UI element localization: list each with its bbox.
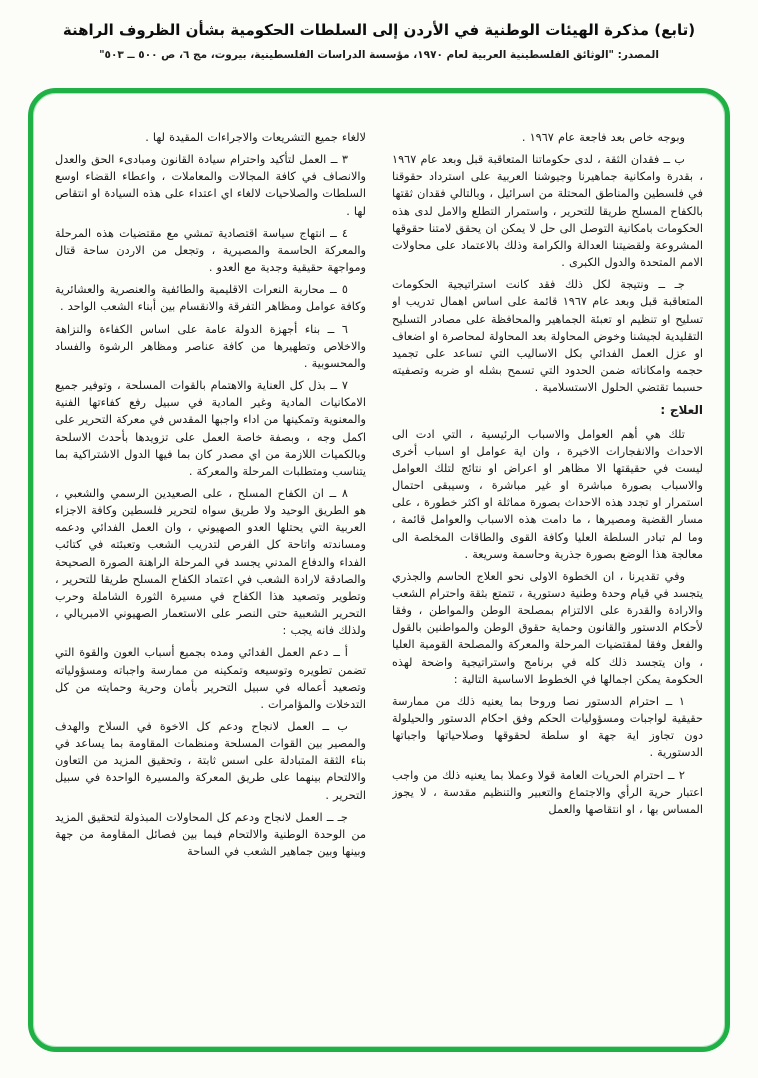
column-left bbox=[55, 129, 366, 1029]
paragraph: وفي تقديرنا ، ان الخطوة الاولى نحو العلاج الحاسم والجذري يتجسد في قيام وحدة وطنية دستورية ، تتمتع بثقة واحترام الشعب والارادة والقدرة على الالتزام بمصلحة الوطن والمواطن ، وفقا لأحكام الدستور والقانون وحماية حقوق الوطن والمواطنين بالقول والفعل وفقا لمقتضيات المرحلة والمعركة والمصلحة القومية العليا ، وان يتجسد ذلك كله في برنامج واستراتيجية واضحة لهذه الحكومة يمكن اجمالها في الخطوط الاساسية التالية : bbox=[392, 569, 703, 686]
paragraph: ٥ ــ محاربة النعرات الاقليمية والطائفية والعنصرية والعشائرية وكافة عوامل ومظاهر التفرقة والانقسام بين أبناء الشعب الواحد . bbox=[55, 283, 366, 314]
column-right bbox=[392, 129, 703, 1029]
paragraph: تلك هي أهم العوامل والاسباب الرئيسية ، التي ادت الى الاحداث والانفجارات الاخيرة ، وان اية عوامل او اسباب أخرى ليست في حقيقتها الا مظاهر او اعراض او نتائج لتلك العوامل والاسباب بصورة مباشرة او غير مباشرة ، وسيبقى احتمال استمرار او تجدد هذه الاحداث بصورة مماثلة او اكثر خطورة ، على مسار القضية ومصيرها ، ما دامت هذه الاسباب والعوامل قائمة ، وما لم تبادر السلطة العليا وكافة القوى والطاقات المخلصة الى معالجة هذا الوضع بصورة جذرية وحاسمة وسريعة . bbox=[392, 427, 703, 561]
paragraph: ب ــ فقدان الثقة ، لدى حكوماتنا المتعاقبة قبل وبعد عام ١٩٦٧ ، بقدرة وامكانية جماهيرنا وجيوشنا العربية على استرداد حقوقنا في فلسطين والمناطق المحتلة من اسرائيل ، وبالتالي فقدان ثقتها بالكفاح المسلح طريقا للتحرير ، واستمرار التطلع والامل لدى هذه الحكومات بامكانية التوصل الى حل لا يمكن ان يحقق لامتنا حقوقها المشروعة ولقضيتنا العدالة والكرامة وذلك بالاعتماد على محاولات الامم المتحدة والدول الكبرى . bbox=[392, 153, 703, 270]
paragraph: ٨ ــ ان الكفاح المسلح ، على الصعيدين الرسمي والشعبي ، هو الطريق الوحيد ولا طريق سواه لتحرير فلسطين وكافة الاجزاء العربية التي يحتلها العدو الصهيوني ، وان العمل الفدائي ودعمه ومساندته واتاحة كل الفرص لتدريب الشعب وتعبئته في كتائب الفداء والدفاع المدني يجسد في المرحلة الراهنة الصورة الصحيحة والصادقة لارادة الشعب في اعتماد الكفاح المسلح طريقا للتحرير ، وتطوير وتصعيد هذا الكفاح في مسيرة الثورة الشاملة وحرب التحرير الشعبية حتى النصر على الاستعمار الصهيوني الامبريالي ، ولذلك فانه يجب : bbox=[55, 486, 366, 638]
paragraph: ٧ ــ بذل كل العناية والاهتمام بالقوات المسلحة ، وتوفير جميع الامكانيات المادية وغير المادية في سبيل رفع كفاءتها الفنية والمعنوية وتمكينها من اداء واجبها المقدس في معركة التحرير على اكمل وجه ، وبصفة خاصة العمل على تزويدها بأحدث الاسلحة وبالكميات اللازمة من اي مصدر كان بما فيها الدول الاشتراكية بما يتناسب ومتطلبات المرحلة والمعركة . bbox=[55, 379, 366, 478]
document-header bbox=[0, 0, 758, 61]
paragraph: ب ــ العمل لانجاح ودعم كل الاخوة في السلاح والهدف والمصير بين القوات المسلحة ومنظمات المقاومة بما يساعد في بناء الثقة المتبادلة على اسس ثابتة ، وتحقيق المزيد من التعاون والالتحام بينهما على طريق المعركة والمسيرة الواحدة في سبيل التحرير . bbox=[55, 720, 366, 802]
paragraph: ٣ ــ العمل لتأكيد واحترام سيادة القانون ومبادىء الحق والعدل والانصاف في كافة المجالات والمعاملات ، واعطاء القضاء اوسع السلطات والصلاحيات لالغاء اي اعتداء على هذه السيادة او انتقاص لها . bbox=[55, 153, 366, 218]
paragraph: وبوجه خاص بعد فاجعة عام ١٩٦٧ . bbox=[521, 131, 685, 144]
paragraph: جـ ــ ونتيجة لكل ذلك فقد كانت استراتيجية الحكومات المتعاقبة قبل وبعد عام ١٩٦٧ قائمة على اساس اهمال تدريب او تسليح او تنظيم او تعبئة الجماهير والمحافظة على مصادر التسليح التقليدية لجيشنا وخوض المحاولة بعد المحاولة لمحاصرة او اضعاف او عزل العمل الفدائي بكل الاساليب التي تساعد على تجميد حجمه وامكاناته ضمن الحدود التي تسمح بشله او ضربه وتصفيته حسبما تقتضي الحلول الاستسلامية . bbox=[392, 278, 703, 395]
document-title: (تابع) مذكرة الهيئات الوطنية في الأردن إلى السلطات الحكومية بشأن الظروف الراهنة bbox=[62, 21, 696, 39]
paragraph: لالغاء جميع التشريعات والاجراءات المقيدة لها . bbox=[145, 131, 366, 144]
paragraph: ١ ــ احترام الدستور نصا وروحا بما يعنيه ذلك من ممارسة حقيقية لواجبات ومسؤوليات الحكم وفق احكام الدستور والحيلولة دون تجاوز اية جهة او سلطة لحقوقها وصلاحياتها واجباتها الدستورية . bbox=[392, 694, 703, 760]
paragraph: ٦ ــ بناء أجهزة الدولة عامة على اساس الكفاءة والنزاهة والاخلاص وتطهيرها من كافة عناصر ومظاهر الرشوة والفساد والمحسوبية . bbox=[55, 322, 366, 370]
two-column-text-area bbox=[33, 93, 725, 1047]
green-border-frame bbox=[28, 88, 730, 1052]
paragraph: ٤ ــ انتهاج سياسة اقتصادية تمشي مع مقتضيات هذه المرحلة والمعركة الحاسمة والمصيرية ، وتجعل من الاردن ساحة قتال ومواجهة حقيقية وجدية مع العدو . bbox=[55, 226, 366, 275]
source-citation-line: المصدر: "الوثائق الفلسطينية العربية لعام ١٩٧٠، مؤسسة الدراسات الفلسطينية، بيروت، مج ٦، ص ٥٠٠ ــ ٥٠٣" bbox=[99, 49, 659, 62]
paragraph: ٢ ــ احترام الحريات العامة قولا وعملا بما يعنيه ذلك من واجب اعتبار حرية الرأي والاجتماع والتعبير والتنظيم مقدسة ، لا يجوز المساس بها ، او انتقاصها والعمل bbox=[392, 768, 703, 816]
paragraph: أ ــ دعم العمل الفدائي ومده بجميع أسباب العون والقوة التي تضمن تطويره وتوسيعه وتمكينه من ممارسة واجباته ومسؤولياته وتصعيد أعماله في سبيل التحرير بأمان وحرية وحمايته من كل التدخلات والمؤامرات . bbox=[55, 646, 366, 711]
section-heading-remedy: العلاج : bbox=[660, 403, 703, 418]
paragraph: جـ ــ العمل لانجاح ودعم كل المحاولات المبذولة لتحقيق المزيد من الوحدة الوطنية والالتحام فيما بين فصائل المقاومة من جهة وبينها وبين جماهير الشعب في الساحة bbox=[55, 810, 366, 859]
